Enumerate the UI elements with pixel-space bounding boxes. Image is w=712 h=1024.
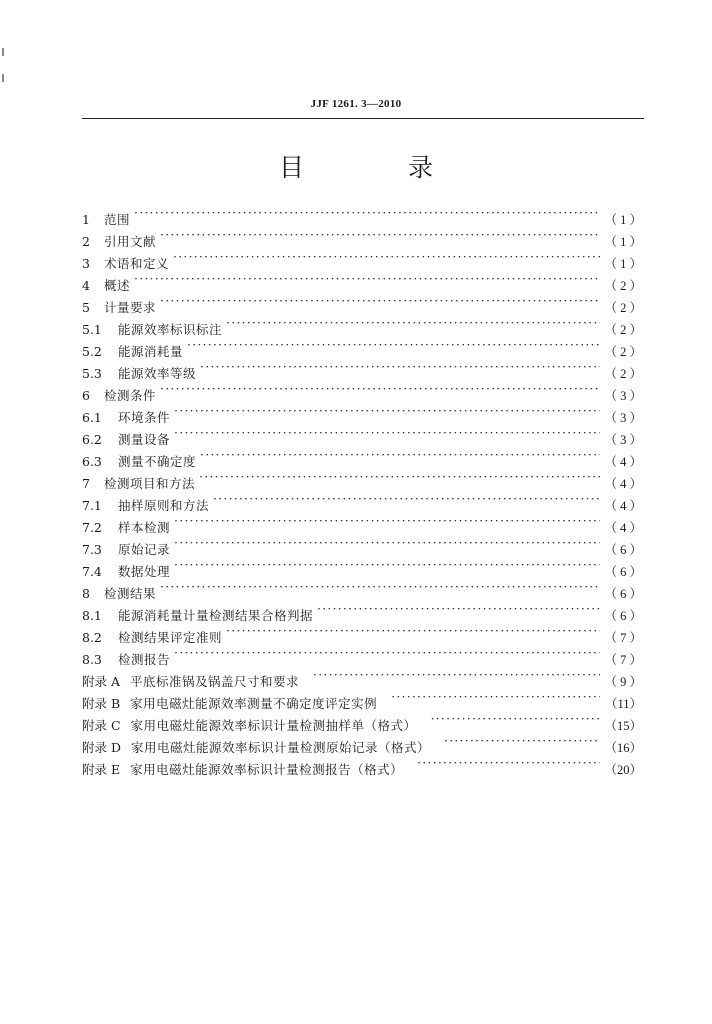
toc-entry-label: 检测结果评定准则	[118, 630, 223, 645]
toc-leader-dots	[134, 268, 600, 290]
toc-entry-label: 测量不确定度	[118, 454, 197, 469]
toc-entry-number: 7.4	[82, 564, 102, 579]
toc-entry-label: 家用电磁灶能源效率标识计量检测报告（格式）	[130, 762, 404, 777]
toc-entry[interactable]	[82, 268, 642, 293]
toc-entry-page: （ 4 ）	[604, 521, 642, 535]
toc-entry-page: （ 1 ）	[604, 257, 642, 271]
toc-entry-number: 8.1	[82, 608, 102, 623]
toc-entry[interactable]	[82, 224, 642, 249]
toc-entry-label: 检测报告	[118, 652, 171, 667]
toc-leader-dots	[173, 246, 600, 268]
toc-entry[interactable]	[82, 312, 642, 337]
toc-entry-label: 样本检测	[118, 520, 171, 535]
toc-leader-dots	[431, 708, 600, 730]
toc-entry[interactable]	[82, 290, 642, 315]
toc-entry[interactable]	[82, 378, 642, 403]
toc-leader-dots	[174, 510, 600, 532]
toc-entry-number: 3	[82, 256, 90, 271]
toc-entry-label: 原始记录	[118, 542, 171, 557]
toc-leader-dots	[213, 488, 600, 510]
toc-entry-label: 环境条件	[118, 410, 171, 425]
scan-margin-mark	[2, 48, 4, 56]
scan-margin-mark	[2, 74, 4, 82]
toc-entry-number: 7.3	[82, 542, 102, 557]
toc-leader-dots	[417, 752, 600, 774]
toc-entry-page: （ 6 ）	[604, 609, 642, 623]
toc-leader-dots	[174, 642, 600, 664]
toc-entry-number: 6.3	[82, 454, 102, 469]
toc-entry-label: 术语和定义	[104, 256, 170, 271]
toc-entry-number: 6.1	[82, 410, 102, 425]
toc-entry-page: （ 7 ）	[604, 653, 642, 667]
toc-entry-page: （ 6 ）	[604, 565, 642, 579]
toc-entry-number: 8.3	[82, 652, 102, 667]
toc-entry-label: 数据处理	[118, 564, 171, 579]
toc-entry-page: （11）	[604, 697, 642, 711]
toc-entry-number: 1	[82, 212, 90, 227]
toc-entry-page: （ 2 ）	[604, 279, 642, 293]
toc-entry-label: 能源效率等级	[118, 366, 197, 381]
toc-entry-number: 附录 E	[82, 762, 121, 777]
toc-leader-dots	[174, 400, 600, 422]
toc-leader-dots	[160, 224, 600, 246]
toc-entry-page: （ 1 ）	[604, 235, 642, 249]
toc-entry-number: 7	[82, 476, 90, 491]
toc-entry-label: 家用电磁灶能源效率标识计量检测抽样单（格式）	[130, 718, 417, 733]
toc-entry-number: 附录 C	[82, 718, 121, 733]
toc-entry-label: 检测结果	[104, 586, 157, 601]
toc-entry-label: 家用电磁灶能源效率标识计量检测原始记录（格式）	[131, 740, 431, 755]
toc-entry-number: 附录 A	[82, 674, 121, 689]
toc-leader-dots	[444, 730, 600, 752]
toc-entry-page: （ 2 ）	[604, 323, 642, 337]
toc-leader-dots	[134, 202, 600, 224]
toc-entry-label: 引用文献	[104, 234, 157, 249]
toc-entry-label: 计量要求	[104, 300, 157, 315]
toc-entry-number: 附录 D	[82, 740, 121, 755]
toc-entry-label: 检测条件	[104, 388, 157, 403]
toc-entry-number: 7.1	[82, 498, 102, 513]
toc-entry-number: 附录 B	[82, 696, 121, 711]
toc-entry-page: （ 2 ）	[604, 367, 642, 381]
toc-entry-label: 能源消耗量计量检测结果合格判据	[118, 608, 314, 623]
toc-entry-number: 4	[82, 278, 90, 293]
toc-entry-number: 6.2	[82, 432, 102, 447]
toc-entry[interactable]	[82, 400, 642, 425]
toc-entry-page: （20）	[604, 763, 642, 777]
toc-entry-number: 5	[82, 300, 90, 315]
toc-entry-page: （ 4 ）	[604, 455, 642, 469]
toc-leader-dots	[226, 620, 600, 642]
toc-entry-page: （ 4 ）	[604, 477, 642, 491]
toc-entry-number: 8	[82, 586, 90, 601]
toc-entry-page: （ 9 ）	[604, 675, 642, 689]
toc-entry[interactable]	[82, 576, 642, 601]
header-rule	[82, 118, 644, 119]
table-of-contents	[82, 202, 642, 777]
toc-leader-dots	[160, 378, 600, 400]
toc-entry-label: 家用电磁灶能源效率测量不确定度评定实例	[130, 696, 378, 711]
toc-entry-label: 测量设备	[118, 432, 171, 447]
toc-entry-page: （ 6 ）	[604, 587, 642, 601]
toc-leader-dots	[391, 686, 600, 708]
toc-leader-dots	[160, 290, 600, 312]
toc-entry-label: 能源消耗量	[118, 344, 184, 359]
toc-entry[interactable]	[82, 246, 642, 271]
toc-entry-number: 7.2	[82, 520, 102, 535]
toc-entry[interactable]	[82, 598, 642, 623]
toc-entry-number: 5.1	[82, 322, 102, 337]
toc-entry-page: （15）	[604, 719, 642, 733]
toc-entry-number: 6	[82, 388, 90, 403]
toc-entry-label: 抽样原则和方法	[118, 498, 210, 513]
document-code: JJF 1261. 3—2010	[310, 98, 402, 110]
toc-entry-page: （ 6 ）	[604, 543, 642, 557]
toc-entry-label: 能源效率标识标注	[118, 322, 223, 337]
toc-leader-dots	[200, 356, 600, 378]
toc-leader-dots	[317, 598, 600, 620]
toc-leader-dots	[174, 532, 600, 554]
page-title: 目 录	[279, 153, 481, 182]
toc-entry-page: （ 3 ）	[604, 411, 642, 425]
toc-leader-dots	[313, 664, 600, 686]
toc-leader-dots	[174, 554, 600, 576]
toc-entry-label: 平底标准锅及锅盖尺寸和要求	[130, 674, 300, 689]
toc-leader-dots	[200, 444, 600, 466]
toc-entry-label: 概述	[104, 278, 131, 293]
toc-entry-page: （ 7 ）	[604, 631, 642, 645]
toc-entry-page: （ 1 ）	[604, 213, 642, 227]
toc-entry-page: （16）	[604, 741, 642, 755]
toc-entry-label: 检测项目和方法	[104, 476, 196, 491]
toc-entry-page: （ 3 ）	[604, 389, 642, 403]
toc-entry-number: 5.3	[82, 366, 102, 381]
toc-entry-label: 范围	[104, 212, 131, 227]
toc-leader-dots	[174, 422, 600, 444]
toc-entry-number: 5.2	[82, 344, 102, 359]
toc-leader-dots	[187, 334, 600, 356]
toc-entry[interactable]	[82, 202, 642, 227]
toc-leader-dots	[226, 312, 600, 334]
toc-entry-page: （ 2 ）	[604, 301, 642, 315]
toc-entry-page: （ 2 ）	[604, 345, 642, 359]
toc-entry-page: （ 4 ）	[604, 499, 642, 513]
toc-leader-dots	[160, 576, 600, 598]
toc-entry-number: 8.2	[82, 630, 102, 645]
toc-entry-number: 2	[82, 234, 90, 249]
toc-entry-page: （ 3 ）	[604, 433, 642, 447]
toc-leader-dots	[199, 466, 600, 488]
